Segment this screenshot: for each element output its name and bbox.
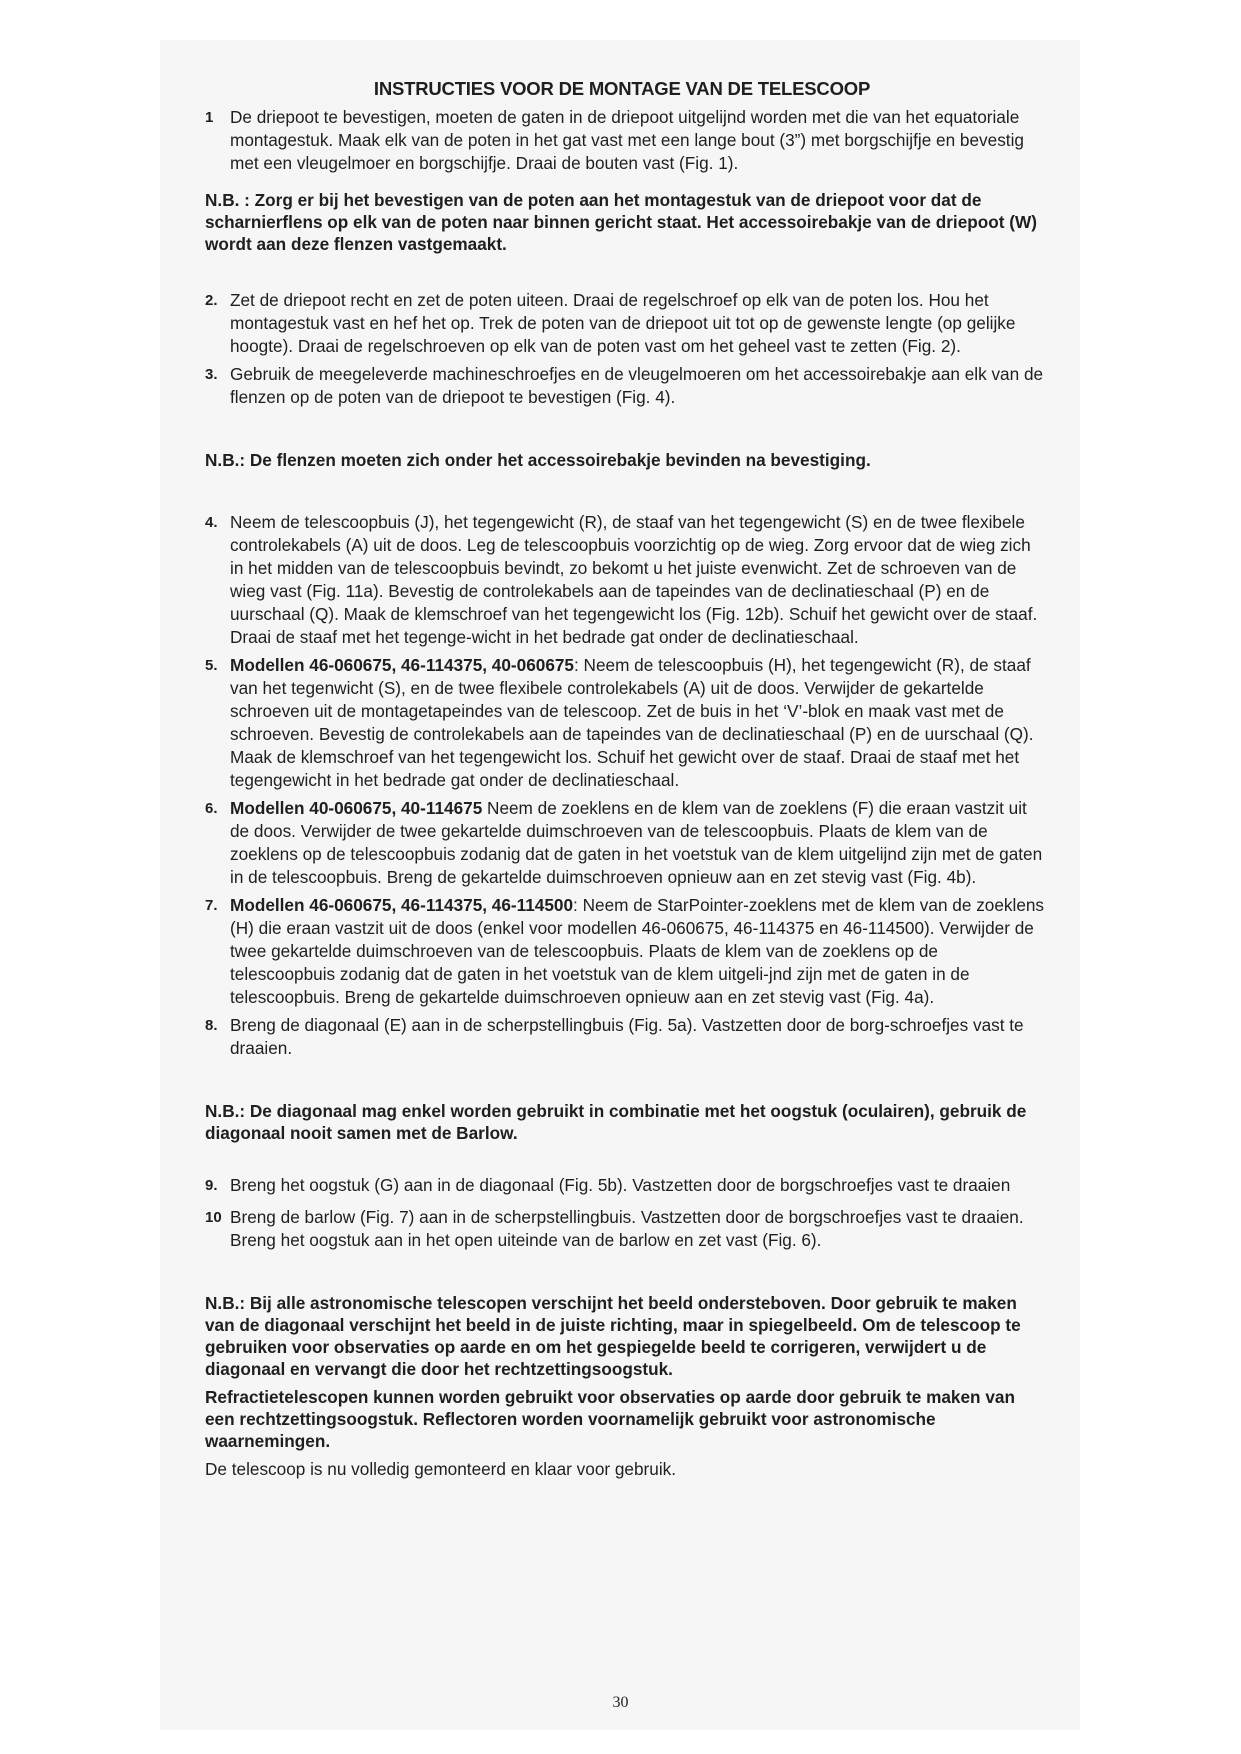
step-text: Breng het oogstuk (G) aan in de diagonaal (Fig. 5b). Vastzetten door de borgschroefjes vast te draaien: [230, 1175, 1011, 1195]
step-text: Neem de telescoopbuis (J), het tegengewicht (R), de staaf van het tegengewicht (S) en de twee flexibele controlekabels (A) uit de doos. Leg de telescoopbuis voorzichtig op de wieg. Zorg ervoor dat de wieg zich in het midden van de telescoopbuis bevindt, zo bekomt u het juiste evenwicht. Zet de schroeven van de wieg vast (Fig. 11a). Bevestig de controlekabels aan de tapeindes van de declinatieschaal (P) en de uurschaal (Q). Maak de klemschroef van het tegengewicht los (Fig. 12b). Schuif het gewicht over de staaf. Draai de staaf met het tegenge-wicht in het bedrade gat onder de declinatieschaal.: [230, 512, 1038, 647]
step-number: 1: [205, 109, 214, 126]
note-tripod-flange: N.B. : Zorg er bij het bevestigen van de poten aan het montagestuk van de driepoot voor dat de scharnierflens op elk van de poten naar binnen gericht staat. Het accessoirebakje van de driepoot (W) wordt aan deze flenzen vastgemaakt.: [205, 190, 1037, 254]
step-9: [205, 1174, 1045, 1197]
step-5: [205, 654, 1045, 792]
step-number: 2.: [205, 292, 218, 309]
step-text: : Neem de StarPointer-zoeklens met de klem van de zoeklens (H) die eraan vastzit uit de doos (enkel voor modellen 46-060675, 46-114375 en 46-114500). Verwijder de twee gekartelde duimschroeven van de telescoopbuis. Plaats de klem van de zoeklens op de telescoopbuis zodanig dat de gaten in het voetstuk van de klem uitgeli-jnd zijn met de gaten in de telescoopbuis. Breng de gekartelde duimschroeven opnieuw aan en zet stevig vast (Fig. 4a).: [230, 895, 1045, 1007]
document-body: [205, 78, 1045, 1481]
step-1: [205, 106, 1045, 175]
step-number: 7.: [205, 897, 218, 914]
step-models: Modellen 46-060675, 46-114375, 46-114500: [230, 895, 574, 915]
step-text: Gebruik de meegeleverde machineschroefjes en de vleugelmoeren om het accessoirebakje aan elk van de flenzen op de poten van de driepoot te bevestigen (Fig. 4).: [230, 364, 1044, 407]
step-7: [205, 894, 1045, 1009]
note-flanges: N.B.: De flenzen moeten zich onder het accessoirebakje bevinden na bevestiging.: [205, 450, 871, 470]
step-models: Modellen 46-060675, 46-114375, 40-060675: [230, 655, 574, 675]
step-text: Neem de zoeklens en de klem van de zoeklens (F) die eraan vastzit uit de doos. Verwijder de twee gekartelde duimschroeven van de telescoopbuis. Plaats de klem van de zoeklens op de telescoopbuis zodanig dat de gaten in het voetstuk van de klem uitgelijnd zijn met de gaten in de telescoopbuis. Breng de gekartelde duimschroeven opnieuw aan en zet stevig vast (Fig. 4b).: [230, 798, 1043, 887]
note-image-orientation: N.B.: Bij alle astronomische telescopen verschijnt het beeld ondersteboven. Door gebruik te maken van de diagonaal verschijnt het beeld in de juiste richting, maar in spiegelbeeld. Om de telescoop te gebruiken voor observaties op aarde en om het gespiegelde beeld te corrigeren, verwijdert u de diagonaal en vervangt die door het rechtzettingsoogstuk.: [205, 1293, 1021, 1379]
note-diagonal: N.B.: De diagonaal mag enkel worden gebruikt in combinatie met het oogstuk (oculairen), gebruik de diagonaal nooit samen met de Barlow.: [205, 1101, 1027, 1143]
step-text: Zet de driepoot recht en zet de poten uiteen. Draai de regelschroef op elk van de poten los. Hou het montagestuk vast en hef het op. Trek de poten van de driepoot uit tot op de gewenste lengte (op gelijke hoogte). Draai de regelschroeven op elk van de poten vast om het geheel vast te zetten (Fig. 2).: [230, 290, 1016, 356]
step-6: [205, 797, 1045, 889]
step-number: 10: [205, 1209, 222, 1226]
step-2: [205, 289, 1045, 358]
step-8: [205, 1014, 1045, 1060]
step-text: Breng de barlow (Fig. 7) aan in de scherpstellingbuis. Vastzetten door de borgschroefjes vast te draaien. Breng het oogstuk aan in het open uiteinde van de barlow en zet vast (Fig. 6).: [230, 1207, 1024, 1250]
step-number: 6.: [205, 800, 218, 817]
step-text: Breng de diagonaal (E) aan in de scherpstellingbuis (Fig. 5a). Vastzetten door de borg-schroefjes vast te draaien.: [230, 1015, 1024, 1058]
note-refractors: Refractietelescopen kunnen worden gebruikt voor observaties op aarde door gebruik te maken van een rechtzettingsoogstuk. Reflectoren worden voornamelijk gebruikt voor astronomische waarnemingen.: [205, 1387, 1015, 1451]
step-4: [205, 511, 1045, 649]
page-number: 30: [612, 1694, 629, 1711]
step-number: 9.: [205, 1177, 218, 1194]
page-title: INSTRUCTIES VOOR DE MONTAGE VAN DE TELESCOOP: [373, 78, 871, 99]
step-text: De driepoot te bevestigen, moeten de gaten in de driepoot uitgelijnd worden met die van het equatoriale montagestuk. Maak elk van de poten in het gat vast met een lange bout (3”) met borgschijfje en bevestig met een vleugelmoer en borgschijfje. Draai de bouten vast (Fig. 1).: [230, 107, 1024, 173]
step-number: 8.: [205, 1017, 218, 1034]
step-3: [205, 363, 1045, 409]
step-number: 3.: [205, 366, 218, 383]
step-10: [205, 1206, 1045, 1252]
step-number: 5.: [205, 657, 218, 674]
step-models: Modellen 40-060675, 40-114675: [230, 798, 483, 818]
closing-text: De telescoop is nu volledig gemonteerd en klaar voor gebruik.: [205, 1459, 677, 1479]
step-number: 4.: [205, 514, 218, 531]
step-text: : Neem de telescoopbuis (H), het tegengewicht (R), de staaf van het tegenwicht (S), en de twee flexibele controlekabels (A) uit de doos. Verwijder de gekartelde schroeven uit de montagetapeindes van de telescoop. Zet de buis in het ‘V’-blok en maak vast met de schroeven. Bevestig de controlekabels aan de tapeindes van de declinatieschaal (P) en de uurschaal (Q). Maak de klemschroef van het tegengewicht los. Schuif het gewicht over de staaf. Draai de staaf met het tegengewicht in het bedrade gat onder de declinatieschaal.: [230, 655, 1034, 790]
